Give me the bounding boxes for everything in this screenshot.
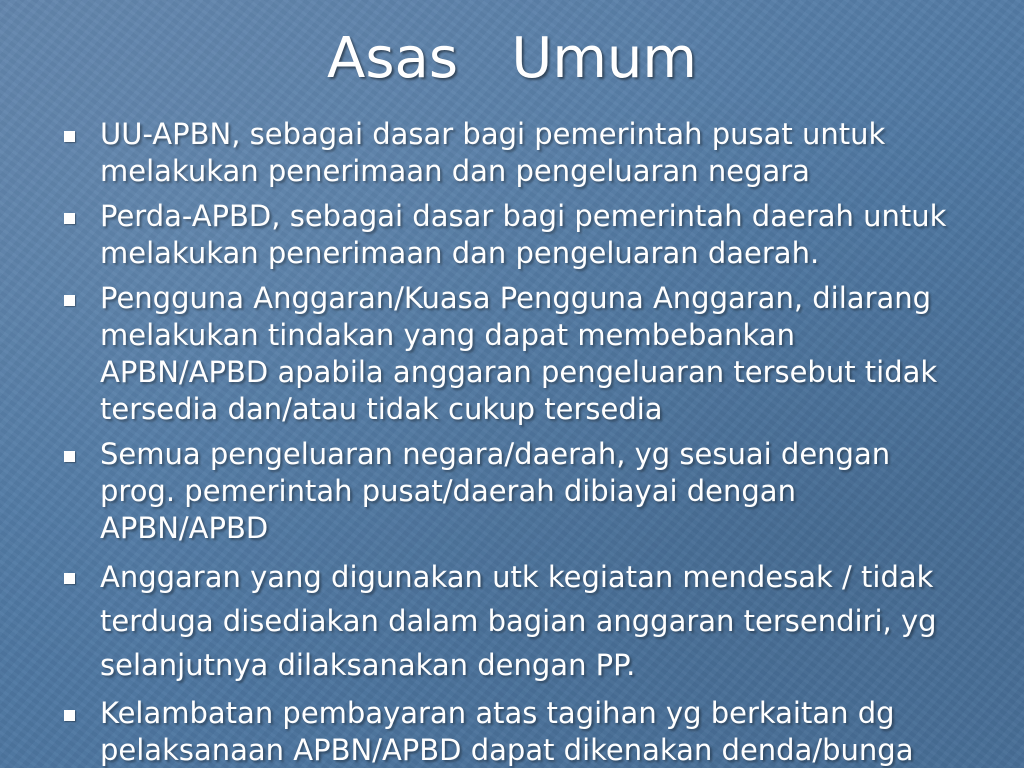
square-bullet-icon [64, 573, 75, 584]
bullet-text: Anggaran yang digunakan utk kegiatan mendesak / tidak terduga disediakan dalam bagian anggaran tersendiri, yg selanjutnya dilaksanakan dengan PP. [100, 560, 937, 682]
square-bullet-icon [64, 213, 75, 224]
slide-title: Asas Umum [327, 26, 697, 91]
bullet-list [62, 116, 962, 768]
square-bullet-icon [64, 131, 75, 142]
bullet-item [62, 555, 962, 687]
square-bullet-icon [64, 451, 75, 462]
bullet-text: Semua pengeluaran negara/daerah, yg sesuai dengan prog. pemerintah pusat/daerah dibiayai dengan APBN/APBD [100, 437, 891, 545]
square-bullet-icon [64, 295, 75, 306]
bullet-item [62, 198, 962, 272]
bullet-item [62, 695, 962, 768]
bullet-text: UU-APBN, sebagai dasar bagi pemerintah pusat untuk melakukan penerimaan dan pengeluaran negara [100, 117, 886, 188]
bullet-item [62, 280, 962, 428]
bullet-text: Pengguna Anggaran/Kuasa Pengguna Anggaran, dilarang melakukan tindakan yang dapat membebankan APBN/APBD apabila anggaran pengeluaran tersebut tidak tersedia dan/atau tidak cukup tersedia [100, 281, 938, 426]
square-bullet-icon [64, 710, 75, 721]
bullet-text: Kelambatan pembayaran atas tagihan yg berkaitan dg pelaksanaan APBN/APBD dapat dikenakan denda/bunga [100, 696, 914, 767]
bullet-item [62, 116, 962, 190]
bullet-item [62, 436, 962, 547]
bullet-text: Perda-APBD, sebagai dasar bagi pemerintah daerah untuk melakukan penerimaan dan pengeluaran daerah. [100, 199, 947, 270]
